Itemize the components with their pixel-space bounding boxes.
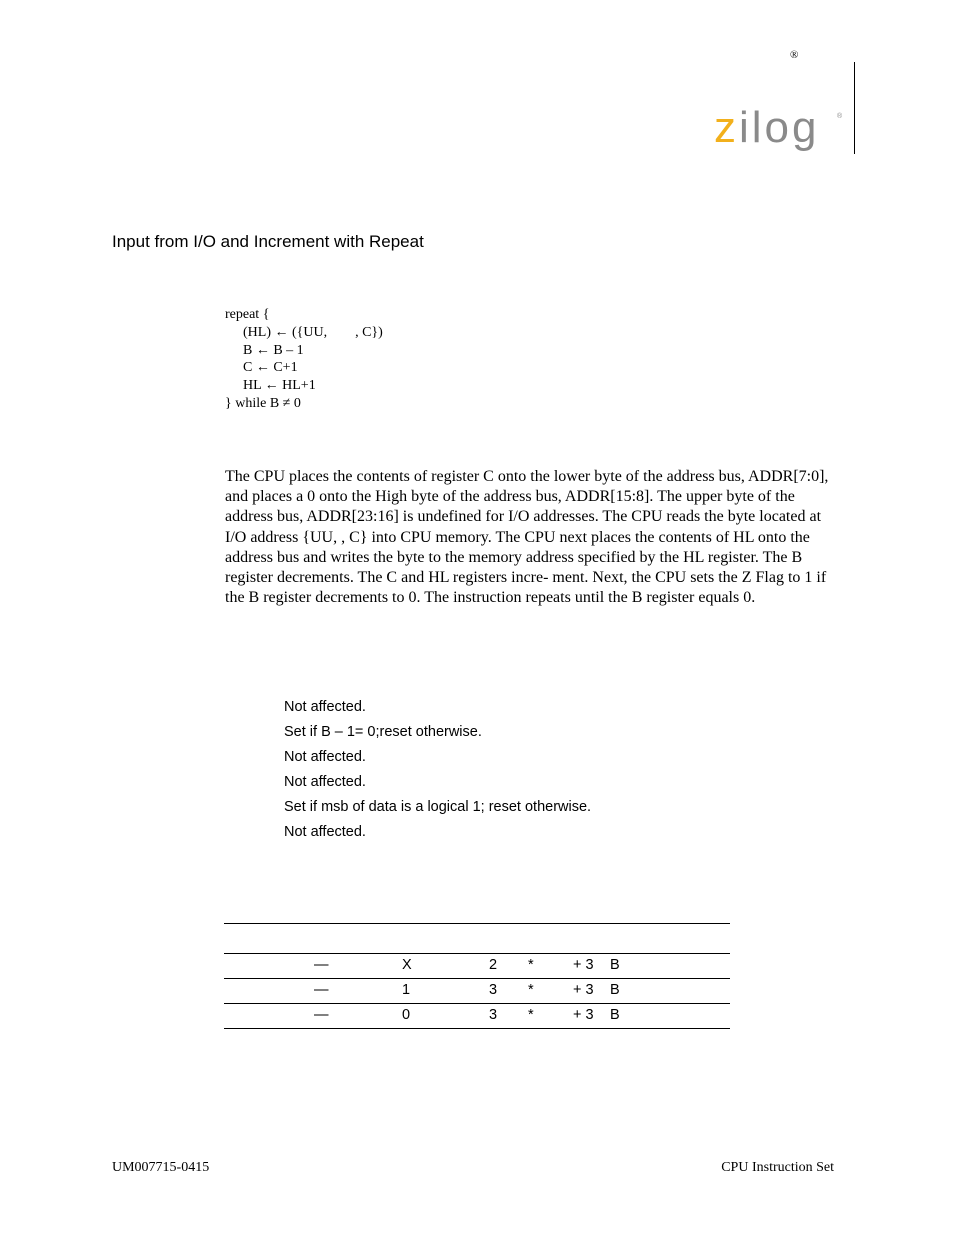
flag-description: Set if B – 1= 0;reset otherwise. bbox=[284, 724, 482, 740]
document-number: UM007715-0415 bbox=[112, 1160, 210, 1175]
code-line: (HL) ← ({UU, , C}) bbox=[243, 324, 383, 340]
condition-flags-list bbox=[284, 697, 591, 847]
table-cell: * bbox=[528, 1007, 534, 1023]
table-cell: — bbox=[314, 957, 329, 973]
flag-description: Not affected. bbox=[284, 699, 366, 715]
table-cell: 3 bbox=[489, 982, 498, 998]
table-cell: 3 bbox=[489, 1007, 498, 1023]
table-cell: B bbox=[610, 982, 620, 998]
table-cell: + 3 bbox=[573, 957, 594, 973]
section-title: Input from I/O and Increment with Repeat bbox=[112, 232, 424, 251]
table-cell: 0 bbox=[402, 1007, 411, 1023]
flag-description: Set if msb of data is a logical 1; reset otherwise. bbox=[284, 799, 592, 815]
table-cell: B bbox=[610, 957, 620, 973]
code-line: C ← C+1 bbox=[243, 360, 298, 376]
table-cell: — bbox=[314, 982, 329, 998]
code-line: repeat { bbox=[225, 307, 270, 322]
table-cell: 2 bbox=[489, 957, 498, 973]
table-cell: 1 bbox=[402, 982, 411, 998]
table-row bbox=[224, 953, 730, 978]
svg-text:®: ® bbox=[837, 113, 843, 120]
table-cell: B bbox=[610, 1007, 620, 1023]
table-cell: * bbox=[528, 957, 534, 973]
header-divider bbox=[854, 62, 855, 154]
svg-text:zilog: zilog bbox=[714, 108, 820, 152]
instruction-timing-table bbox=[224, 923, 730, 1029]
table-cell: + 3 bbox=[573, 1007, 594, 1023]
code-line: B ← B – 1 bbox=[243, 342, 304, 358]
footer-section-name: CPU Instruction Set bbox=[721, 1160, 834, 1175]
registered-trademark-mark: ® bbox=[790, 49, 799, 61]
table-cell: + 3 bbox=[573, 982, 594, 998]
flag-description: Not affected. bbox=[284, 774, 366, 790]
flag-description: Not affected. bbox=[284, 824, 366, 840]
zilog-logo bbox=[714, 108, 844, 158]
description-paragraph: The CPU places the contents of register C onto the lower byte of the address bus, ADDR[7:0], and places a 0 onto the High byte of the address bus, ADDR[15:8]. The upper byte of the address bus, ADDR[23:16] is undefined for I/O addresses. The CPU reads the byte located at I/O address {UU, , C} into CPU memory. The CPU next places the contents of HL onto the address bus and writes the byte to the memory address specified by the HL register. The B register decrements. The C and HL registers incre- ment. Next, the CPU sets the Z Flag to 1 if the B register decrements to 0. The instruction repeats until the B register equals 0. bbox=[225, 468, 829, 607]
flag-description: Not affected. bbox=[284, 749, 366, 765]
table-header-row bbox=[224, 924, 730, 953]
code-line: HL ← HL+1 bbox=[243, 378, 316, 394]
table-cell: X bbox=[402, 957, 412, 973]
table-cell: — bbox=[314, 1007, 329, 1023]
table-row bbox=[224, 1003, 730, 1029]
table-row bbox=[224, 978, 730, 1003]
operation-pseudocode bbox=[225, 306, 383, 413]
code-line: } while B ≠ 0 bbox=[225, 395, 301, 411]
table-cell: * bbox=[528, 982, 534, 998]
